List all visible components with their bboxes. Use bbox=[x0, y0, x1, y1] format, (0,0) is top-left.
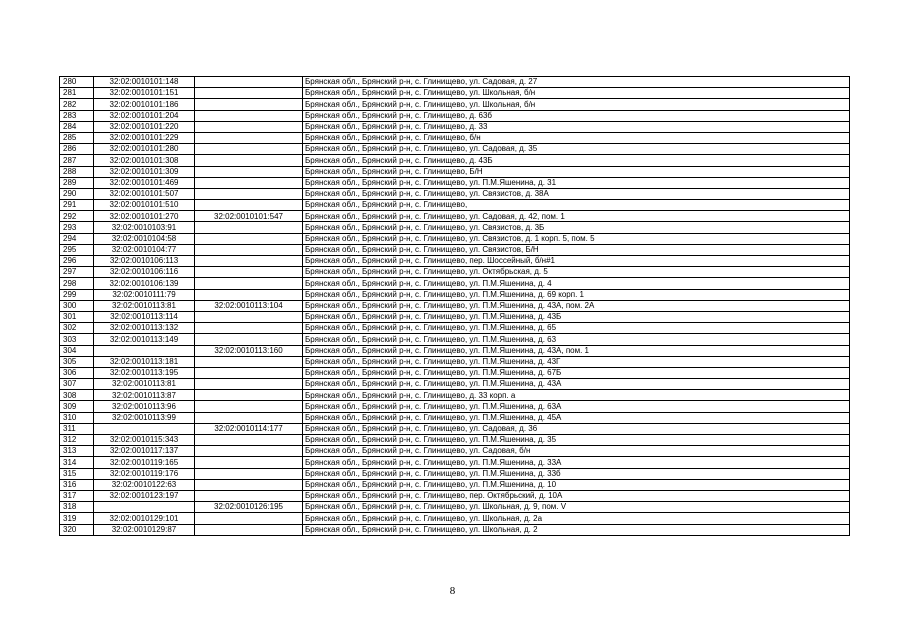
address-cell: Брянская обл., Брянский р-н, с. Глинищево, Б/Н bbox=[303, 166, 850, 177]
row-number-cell: 290 bbox=[60, 188, 94, 199]
premises-cadastral-number-cell bbox=[195, 490, 303, 501]
address-cell: Брянская обл., Брянский р-н, с. Глинищево, б/н bbox=[303, 132, 850, 143]
row-number-cell: 301 bbox=[60, 311, 94, 322]
address-cell: Брянская обл., Брянский р-н, с. Глинищево, ул. Связистов, д. 3Б bbox=[303, 222, 850, 233]
table-row bbox=[60, 77, 850, 88]
premises-cadastral-number-cell bbox=[195, 99, 303, 110]
table-row bbox=[60, 446, 850, 457]
premises-cadastral-number-cell: 32:02:0010126:195 bbox=[195, 502, 303, 513]
premises-cadastral-number-cell bbox=[195, 256, 303, 267]
cadastral-number-cell: 32:02:0010106:113 bbox=[94, 256, 195, 267]
table-row bbox=[60, 177, 850, 188]
premises-cadastral-number-cell bbox=[195, 267, 303, 278]
row-number-cell: 285 bbox=[60, 132, 94, 143]
address-cell: Брянская обл., Брянский р-н, с. Глинищево, ул. П.М.Яшенина, д. 43А bbox=[303, 379, 850, 390]
address-cell: Брянская обл., Брянский р-н, с. Глинищево, ул. Школьная, д. 9, пом. V bbox=[303, 502, 850, 513]
premises-cadastral-number-cell bbox=[195, 222, 303, 233]
row-number-cell: 298 bbox=[60, 278, 94, 289]
cadastral-number-cell: 32:02:0010123:197 bbox=[94, 490, 195, 501]
cadastral-number-cell: 32:02:0010113:87 bbox=[94, 390, 195, 401]
table-row bbox=[60, 334, 850, 345]
table-row bbox=[60, 200, 850, 211]
premises-cadastral-number-cell bbox=[195, 110, 303, 121]
row-number-cell: 294 bbox=[60, 233, 94, 244]
cadastral-number-cell: 32:02:0010104:58 bbox=[94, 233, 195, 244]
row-number-cell: 281 bbox=[60, 88, 94, 99]
cadastral-number-cell bbox=[94, 423, 195, 434]
table-row bbox=[60, 367, 850, 378]
address-cell: Брянская обл., Брянский р-н, с. Глинищево, ул. П.М.Яшенина, д. 33б bbox=[303, 468, 850, 479]
premises-cadastral-number-cell bbox=[195, 379, 303, 390]
premises-cadastral-number-cell bbox=[195, 390, 303, 401]
premises-cadastral-number-cell bbox=[195, 188, 303, 199]
table-row bbox=[60, 188, 850, 199]
row-number-cell: 314 bbox=[60, 457, 94, 468]
table-row bbox=[60, 267, 850, 278]
cadastral-number-cell: 32:02:0010111:79 bbox=[94, 289, 195, 300]
cadastral-number-cell: 32:02:0010101:309 bbox=[94, 166, 195, 177]
row-number-cell: 295 bbox=[60, 244, 94, 255]
address-cell: Брянская обл., Брянский р-н, с. Глинищево, ул. П.М.Яшенина, д. 35 bbox=[303, 435, 850, 446]
cadastral-number-cell: 32:02:0010101:280 bbox=[94, 144, 195, 155]
table-row bbox=[60, 233, 850, 244]
table-row bbox=[60, 300, 850, 311]
premises-cadastral-number-cell bbox=[195, 412, 303, 423]
address-cell: Брянская обл., Брянский р-н, с. Глинищево, ул. П.М.Яшенина, д. 63А bbox=[303, 401, 850, 412]
address-cell: Брянская обл., Брянский р-н, с. Глинищево, ул. П.М.Яшенина, д. 33А bbox=[303, 457, 850, 468]
premises-cadastral-number-cell bbox=[195, 166, 303, 177]
address-cell: Брянская обл., Брянский р-н, с. Глинищево, ул. П.М.Яшенина, д. 65 bbox=[303, 323, 850, 334]
address-cell: Брянская обл., Брянский р-н, с. Глинищево, д. 33 bbox=[303, 121, 850, 132]
address-cell: Брянская обл., Брянский р-н, с. Глинищево, пер. Октябрьский, д. 10А bbox=[303, 490, 850, 501]
row-number-cell: 316 bbox=[60, 479, 94, 490]
row-number-cell: 293 bbox=[60, 222, 94, 233]
premises-cadastral-number-cell: 32:02:0010113:160 bbox=[195, 345, 303, 356]
premises-cadastral-number-cell: 32:02:0010114:177 bbox=[195, 423, 303, 434]
table-row bbox=[60, 121, 850, 132]
premises-cadastral-number-cell bbox=[195, 144, 303, 155]
cadastral-number-cell: 32:02:0010101:204 bbox=[94, 110, 195, 121]
table-row bbox=[60, 502, 850, 513]
cadastral-number-cell: 32:02:0010122:63 bbox=[94, 479, 195, 490]
cadastral-table bbox=[59, 76, 850, 536]
row-number-cell: 306 bbox=[60, 367, 94, 378]
address-cell: Брянская обл., Брянский р-н, с. Глинищево, ул. Школьная, б/н bbox=[303, 99, 850, 110]
address-cell: Брянская обл., Брянский р-н, с. Глинищево, ул. П.М.Яшенина, д. 43Б bbox=[303, 311, 850, 322]
premises-cadastral-number-cell: 32:02:0010101:547 bbox=[195, 211, 303, 222]
premises-cadastral-number-cell bbox=[195, 468, 303, 479]
table-row bbox=[60, 222, 850, 233]
premises-cadastral-number-cell bbox=[195, 334, 303, 345]
premises-cadastral-number-cell bbox=[195, 367, 303, 378]
address-cell: Брянская обл., Брянский р-н, с. Глинищево, ул. П.М.Яшенина, д. 43Г bbox=[303, 356, 850, 367]
row-number-cell: 304 bbox=[60, 345, 94, 356]
table-row bbox=[60, 289, 850, 300]
row-number-cell: 308 bbox=[60, 390, 94, 401]
address-cell: Брянская обл., Брянский р-н, с. Глинищево, ул. П.М.Яшенина, д. 67Б bbox=[303, 367, 850, 378]
premises-cadastral-number-cell bbox=[195, 435, 303, 446]
row-number-cell: 297 bbox=[60, 267, 94, 278]
row-number-cell: 299 bbox=[60, 289, 94, 300]
address-cell: Брянская обл., Брянский р-н, с. Глинищево, ул. П.М.Яшенина, д. 4 bbox=[303, 278, 850, 289]
table-row bbox=[60, 490, 850, 501]
cadastral-number-cell: 32:02:0010101:151 bbox=[94, 88, 195, 99]
cadastral-number-cell: 32:02:0010117:137 bbox=[94, 446, 195, 457]
cadastral-number-cell: 32:02:0010104:77 bbox=[94, 244, 195, 255]
premises-cadastral-number-cell bbox=[195, 457, 303, 468]
cadastral-number-cell: 32:02:0010113:149 bbox=[94, 334, 195, 345]
address-cell: Брянская обл., Брянский р-н, с. Глинищево, ул. Октябрьская, д. 5 bbox=[303, 267, 850, 278]
row-number-cell: 313 bbox=[60, 446, 94, 457]
table-row bbox=[60, 278, 850, 289]
premises-cadastral-number-cell: 32:02:0010113:104 bbox=[195, 300, 303, 311]
address-cell: Брянская обл., Брянский р-н, с. Глинищево, ул. П.М.Яшенина, д. 10 bbox=[303, 479, 850, 490]
row-number-cell: 287 bbox=[60, 155, 94, 166]
premises-cadastral-number-cell bbox=[195, 401, 303, 412]
table-row bbox=[60, 457, 850, 468]
address-cell: Брянская обл., Брянский р-н, с. Глинищево, ул. Связистов, д. 38А bbox=[303, 188, 850, 199]
cadastral-number-cell: 32:02:0010101:469 bbox=[94, 177, 195, 188]
table-row bbox=[60, 88, 850, 99]
address-cell: Брянская обл., Брянский р-н, с. Глинищево, д. 63б bbox=[303, 110, 850, 121]
row-number-cell: 318 bbox=[60, 502, 94, 513]
table-row bbox=[60, 211, 850, 222]
address-cell: Брянская обл., Брянский р-н, с. Глинищево, ул. Садовая, б/н bbox=[303, 446, 850, 457]
address-cell: Брянская обл., Брянский р-н, с. Глинищево, ул. Садовая, д. 42, пом. 1 bbox=[303, 211, 850, 222]
table-row bbox=[60, 244, 850, 255]
row-number-cell: 283 bbox=[60, 110, 94, 121]
address-cell: Брянская обл., Брянский р-н, с. Глинищево, ул. Школьная, д. 2 bbox=[303, 524, 850, 535]
row-number-cell: 300 bbox=[60, 300, 94, 311]
premises-cadastral-number-cell bbox=[195, 244, 303, 255]
table-row bbox=[60, 323, 850, 334]
cadastral-number-cell: 32:02:0010119:165 bbox=[94, 457, 195, 468]
table-row bbox=[60, 390, 850, 401]
address-cell: Брянская обл., Брянский р-н, с. Глинищево, д. 43Б bbox=[303, 155, 850, 166]
cadastral-number-cell: 32:02:0010119:176 bbox=[94, 468, 195, 479]
cadastral-number-cell: 32:02:0010101:270 bbox=[94, 211, 195, 222]
address-cell: Брянская обл., Брянский р-н, с. Глинищево, ул. Связистов, Б/Н bbox=[303, 244, 850, 255]
cadastral-number-cell: 32:02:0010113:81 bbox=[94, 379, 195, 390]
row-number-cell: 292 bbox=[60, 211, 94, 222]
row-number-cell: 302 bbox=[60, 323, 94, 334]
address-cell: Брянская обл., Брянский р-н, с. Глинищево, bbox=[303, 200, 850, 211]
cadastral-number-cell: 32:02:0010113:132 bbox=[94, 323, 195, 334]
row-number-cell: 310 bbox=[60, 412, 94, 423]
table-row bbox=[60, 132, 850, 143]
table-row bbox=[60, 379, 850, 390]
table-row bbox=[60, 144, 850, 155]
premises-cadastral-number-cell bbox=[195, 446, 303, 457]
address-cell: Брянская обл., Брянский р-н, с. Глинищево, ул. Садовая, д. 36 bbox=[303, 423, 850, 434]
address-cell: Брянская обл., Брянский р-н, с. Глинищево, ул. Школьная, д. 2а bbox=[303, 513, 850, 524]
table-row bbox=[60, 99, 850, 110]
premises-cadastral-number-cell bbox=[195, 513, 303, 524]
row-number-cell: 303 bbox=[60, 334, 94, 345]
cadastral-number-cell: 32:02:0010115:343 bbox=[94, 435, 195, 446]
address-cell: Брянская обл., Брянский р-н, с. Глинищево, ул. П.М.Яшенина, д. 63 bbox=[303, 334, 850, 345]
row-number-cell: 317 bbox=[60, 490, 94, 501]
row-number-cell: 289 bbox=[60, 177, 94, 188]
premises-cadastral-number-cell bbox=[195, 121, 303, 132]
row-number-cell: 288 bbox=[60, 166, 94, 177]
cadastral-number-cell: 32:02:0010129:87 bbox=[94, 524, 195, 535]
address-cell: Брянская обл., Брянский р-н, с. Глинищево, ул. П.М.Яшенина, д. 45А bbox=[303, 412, 850, 423]
cadastral-number-cell: 32:02:0010113:195 bbox=[94, 367, 195, 378]
premises-cadastral-number-cell bbox=[195, 311, 303, 322]
row-number-cell: 305 bbox=[60, 356, 94, 367]
cadastral-number-cell: 32:02:0010103:91 bbox=[94, 222, 195, 233]
premises-cadastral-number-cell bbox=[195, 88, 303, 99]
cadastral-number-cell: 32:02:0010113:81 bbox=[94, 300, 195, 311]
address-cell: Брянская обл., Брянский р-н, с. Глинищево, ул. Школьная, б/н bbox=[303, 88, 850, 99]
row-number-cell: 280 bbox=[60, 77, 94, 88]
address-cell: Брянская обл., Брянский р-н, с. Глинищево, ул. Садовая, д. 27 bbox=[303, 77, 850, 88]
cadastral-number-cell: 32:02:0010101:148 bbox=[94, 77, 195, 88]
row-number-cell: 296 bbox=[60, 256, 94, 267]
cadastral-number-cell: 32:02:0010101:510 bbox=[94, 200, 195, 211]
page-number: 8 bbox=[449, 585, 456, 597]
premises-cadastral-number-cell bbox=[195, 323, 303, 334]
cadastral-number-cell: 32:02:0010101:220 bbox=[94, 121, 195, 132]
address-cell: Брянская обл., Брянский р-н, с. Глинищево, д. 33 корп. а bbox=[303, 390, 850, 401]
row-number-cell: 286 bbox=[60, 144, 94, 155]
table-row bbox=[60, 524, 850, 535]
cadastral-number-cell: 32:02:0010129:101 bbox=[94, 513, 195, 524]
table-row bbox=[60, 423, 850, 434]
table-row bbox=[60, 110, 850, 121]
table-row bbox=[60, 345, 850, 356]
address-cell: Брянская обл., Брянский р-н, с. Глинищево, ул. Садовая, д. 35 bbox=[303, 144, 850, 155]
premises-cadastral-number-cell bbox=[195, 524, 303, 535]
cadastral-number-cell: 32:02:0010101:308 bbox=[94, 155, 195, 166]
table-body bbox=[60, 77, 850, 536]
table-row bbox=[60, 468, 850, 479]
row-number-cell: 320 bbox=[60, 524, 94, 535]
premises-cadastral-number-cell bbox=[195, 77, 303, 88]
cadastral-number-cell: 32:02:0010113:114 bbox=[94, 311, 195, 322]
table-row bbox=[60, 513, 850, 524]
cadastral-number-cell: 32:02:0010113:96 bbox=[94, 401, 195, 412]
row-number-cell: 311 bbox=[60, 423, 94, 434]
cadastral-number-cell: 32:02:0010101:229 bbox=[94, 132, 195, 143]
row-number-cell: 291 bbox=[60, 200, 94, 211]
address-cell: Брянская обл., Брянский р-н, с. Глинищево, пер. Шоссейный, б/н#1 bbox=[303, 256, 850, 267]
cadastral-number-cell: 32:02:0010113:181 bbox=[94, 356, 195, 367]
cadastral-number-cell bbox=[94, 345, 195, 356]
premises-cadastral-number-cell bbox=[195, 289, 303, 300]
cadastral-number-cell: 32:02:0010113:99 bbox=[94, 412, 195, 423]
table-row bbox=[60, 311, 850, 322]
premises-cadastral-number-cell bbox=[195, 155, 303, 166]
table-row bbox=[60, 166, 850, 177]
cadastral-number-cell: 32:02:0010101:507 bbox=[94, 188, 195, 199]
cadastral-number-cell: 32:02:0010106:139 bbox=[94, 278, 195, 289]
table-row bbox=[60, 435, 850, 446]
address-cell: Брянская обл., Брянский р-н, с. Глинищево, ул. П.М.Яшенина, д. 43А, пом. 1 bbox=[303, 345, 850, 356]
table-row bbox=[60, 412, 850, 423]
row-number-cell: 284 bbox=[60, 121, 94, 132]
address-cell: Брянская обл., Брянский р-н, с. Глинищево, ул. П.М.Яшенина, д. 69 корп. 1 bbox=[303, 289, 850, 300]
premises-cadastral-number-cell bbox=[195, 479, 303, 490]
premises-cadastral-number-cell bbox=[195, 356, 303, 367]
address-cell: Брянская обл., Брянский р-н, с. Глинищево, ул. П.М.Яшенина, д. 43А, пом. 2А bbox=[303, 300, 850, 311]
cadastral-number-cell: 32:02:0010106:116 bbox=[94, 267, 195, 278]
table-row bbox=[60, 479, 850, 490]
row-number-cell: 312 bbox=[60, 435, 94, 446]
address-cell: Брянская обл., Брянский р-н, с. Глинищево, ул. Связистов, д. 1 корп. 5, пом. 5 bbox=[303, 233, 850, 244]
address-cell: Брянская обл., Брянский р-н, с. Глинищево, ул. П.М.Яшенина, д. 31 bbox=[303, 177, 850, 188]
premises-cadastral-number-cell bbox=[195, 278, 303, 289]
row-number-cell: 315 bbox=[60, 468, 94, 479]
table-row bbox=[60, 401, 850, 412]
row-number-cell: 307 bbox=[60, 379, 94, 390]
table-row bbox=[60, 155, 850, 166]
cadastral-number-cell bbox=[94, 502, 195, 513]
premises-cadastral-number-cell bbox=[195, 132, 303, 143]
table-row bbox=[60, 256, 850, 267]
premises-cadastral-number-cell bbox=[195, 200, 303, 211]
row-number-cell: 282 bbox=[60, 99, 94, 110]
row-number-cell: 319 bbox=[60, 513, 94, 524]
premises-cadastral-number-cell bbox=[195, 177, 303, 188]
table-row bbox=[60, 356, 850, 367]
row-number-cell: 309 bbox=[60, 401, 94, 412]
premises-cadastral-number-cell bbox=[195, 233, 303, 244]
cadastral-number-cell: 32:02:0010101:186 bbox=[94, 99, 195, 110]
